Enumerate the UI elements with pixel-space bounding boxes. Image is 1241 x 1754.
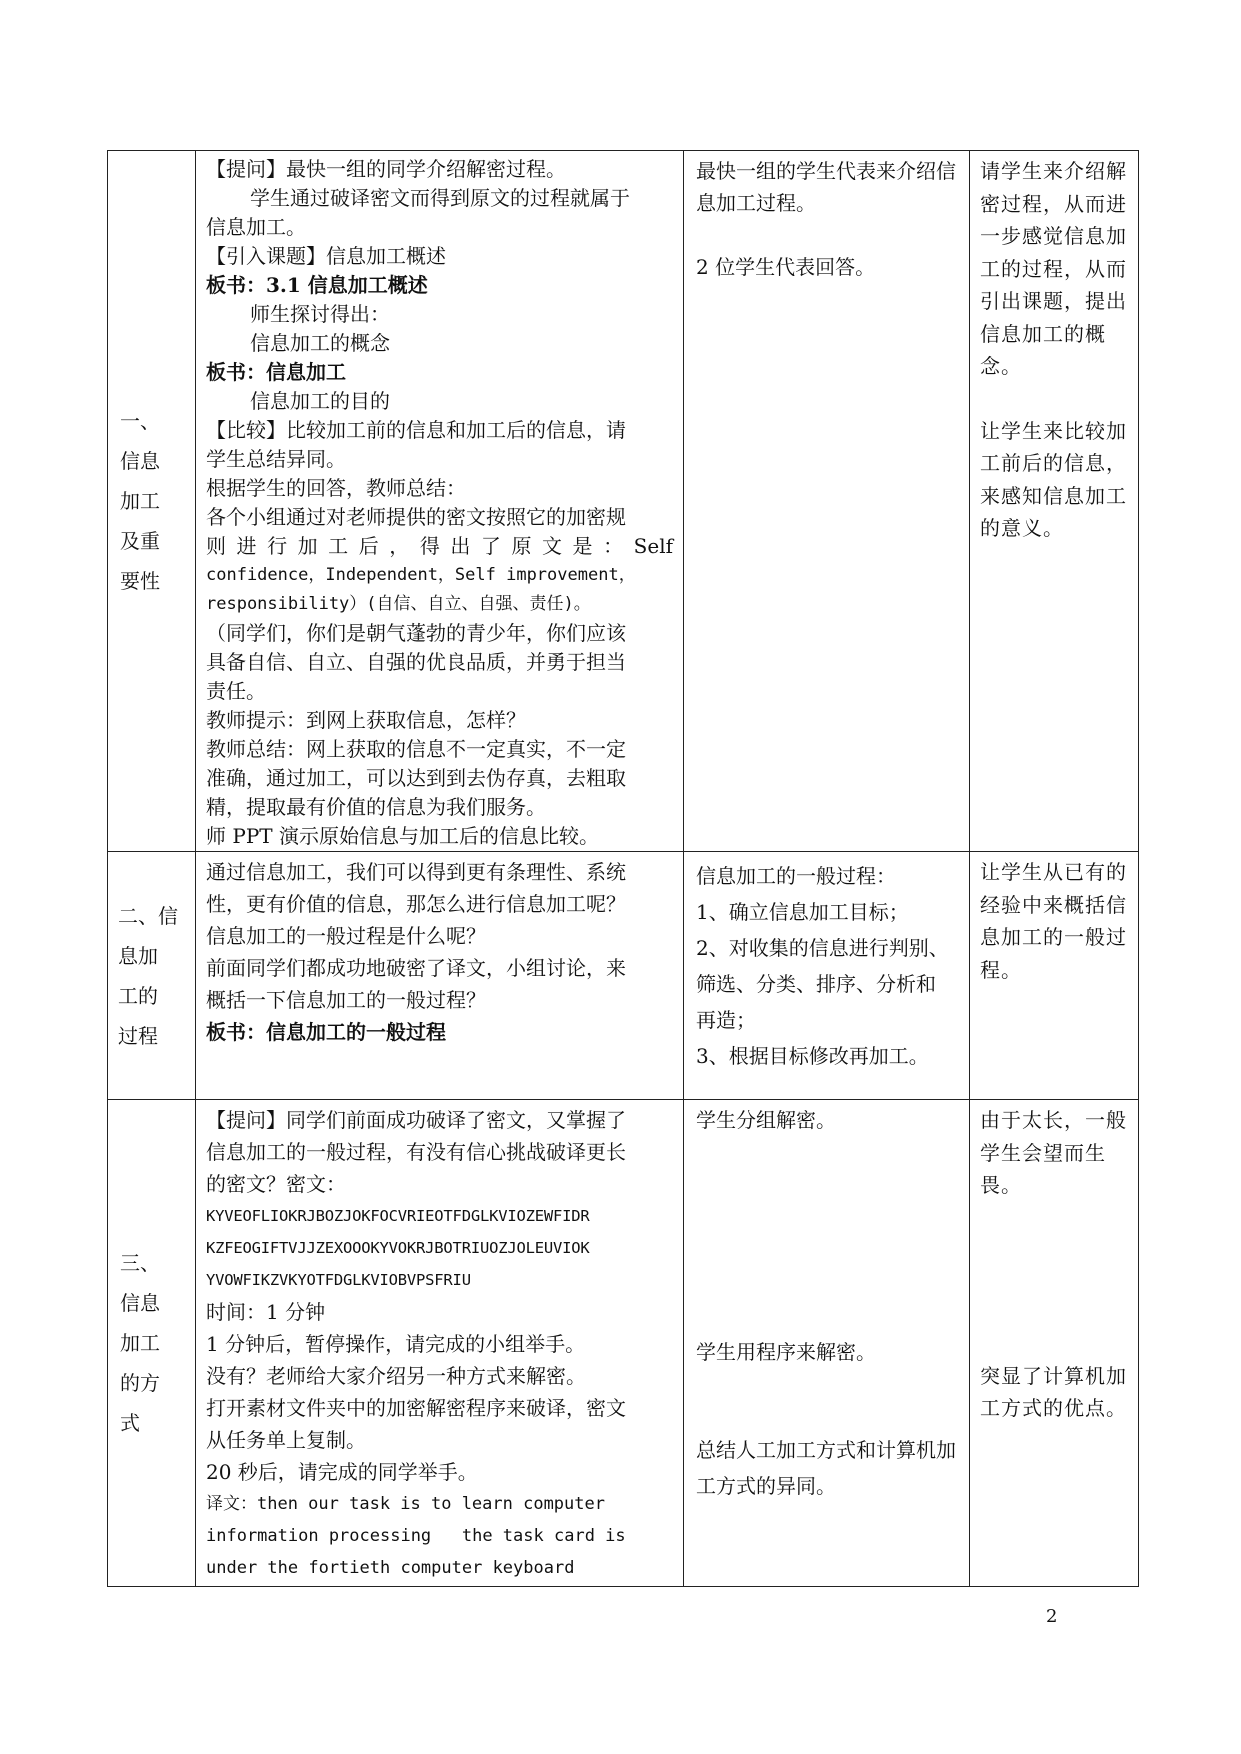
activity-line: 具备自信、自立、自强的优良品质，并勇于担当 (206, 650, 626, 674)
stage-label: 一、 (120, 409, 160, 433)
activity-line: 性，更有价值的信息，那怎么进行信息加工呢？ (206, 892, 626, 916)
page-number: 2 (1046, 1606, 1058, 1627)
stage-label: 要性 (120, 569, 160, 593)
activity-line: （同学们，你们是朝气蓬勃的青少年，你们应该 (206, 621, 626, 645)
teacher-activity-cell (196, 852, 684, 1100)
student-activity-text: 再造； (696, 1008, 756, 1032)
ciphertext-line: YVOWFIKZVKYOTFDGLKVIOBVPSFRIU (206, 1271, 471, 1289)
stage-label: 息加 (118, 943, 158, 968)
activity-line: 信息加工的一般过程是什么呢？ (206, 924, 486, 948)
stage-label: 过程 (118, 1023, 158, 1048)
activity-line: 【提问】最快一组的同学介绍解密过程。 (206, 157, 566, 181)
stage-label: 加工 (120, 1331, 160, 1355)
activity-line: 打开素材文件夹中的加密解密程序来破译，密文 (206, 1396, 626, 1420)
activity-line: 前面同学们都成功地破密了译文，小组讨论，来 (206, 956, 626, 980)
student-activity-text: 学生分组解密。 (696, 1108, 836, 1132)
table-row (108, 151, 1139, 852)
activity-line: confidence，Independent，Self improvement， (206, 565, 636, 585)
activity-line: 概括一下信息加工的一般过程？ (206, 988, 486, 1012)
stage-label: 信息 (120, 1291, 160, 1315)
activity-line: 【引入课题】信息加工概述 (206, 244, 446, 268)
activity-line: 信息加工的概念 (250, 331, 390, 355)
stage-cell (108, 1100, 196, 1587)
student-activity-cell (684, 852, 970, 1100)
design-intent-text: 突显了计算机加工方式的优点。 (980, 1363, 1127, 1420)
lesson-plan-table (107, 150, 1139, 1587)
student-activity-text: 最快一组的学生代表来介绍信息加工过程。 (696, 159, 956, 215)
student-activity-text: 2 位学生代表回答。 (696, 255, 876, 279)
stage-label: 信息 (120, 449, 160, 473)
blackboard-note: 板书：信息加工 (206, 360, 346, 384)
activity-line: 各个小组通过对老师提供的密文按照它的加密规 (206, 505, 626, 529)
student-activity-text: 1、确立信息加工目标； (696, 900, 909, 924)
design-intent-text: 请学生来介绍解密过程，从而进一步感觉信息加工的过程，从而引出课题，提出信息加工的概念。 (980, 159, 1127, 378)
activity-line: 【提问】同学们前面成功破译了密文，又掌握了 (206, 1108, 626, 1132)
table-row (108, 852, 1139, 1100)
stage-label: 工的 (118, 983, 158, 1008)
teacher-activity-cell (196, 151, 684, 852)
activity-line: 没有？老师给大家介绍另一种方式来解密。 (206, 1364, 586, 1388)
activity-line: 准确，通过加工，可以达到到去伪存真，去粗取 (206, 766, 626, 790)
activity-line: 精，提取最有价值的信息为我们服务。 (206, 795, 546, 819)
stage-cell (108, 852, 196, 1100)
design-intent-text: 让学生从已有的经验中来概括信息加工的一般过程。 (980, 860, 1127, 982)
activity-line: 责任。 (206, 679, 266, 703)
activity-line: 信息加工的一般过程，有没有信心挑战破译更长 (206, 1140, 626, 1164)
activity-line: 师 PPT 演示原始信息与加工后的信息比较。 (206, 824, 599, 848)
student-activity-text: 筛选、分类、排序、分析和 (696, 972, 936, 996)
design-intent-cell (970, 1100, 1139, 1587)
activity-line: 信息加工的目的 (250, 389, 390, 413)
ciphertext-line: KZFEOGIFTVJJZEXOOOKYVOKRJBOTRIUOZJOLEUVIOK (206, 1239, 590, 1257)
stage-label: 及重 (120, 529, 160, 553)
activity-line: 时间：1 分钟 (206, 1300, 326, 1324)
stage-label: 二、信 (118, 903, 178, 928)
activity-line: 1 分钟后，暂停操作，请完成的小组举手。 (206, 1332, 586, 1356)
stage-label: 三、 (120, 1251, 160, 1275)
design-intent-cell (970, 852, 1139, 1100)
activity-line: 教师总结：网上获取的信息不一定真实，不一定 (206, 737, 626, 761)
stage-label: 的方 (120, 1371, 160, 1395)
student-activity-text: 总结人工加工方式和计算机加工方式的异同。 (696, 1438, 956, 1498)
activity-line: under the fortieth computer keyboard (206, 1558, 575, 1578)
student-activity-text: 2、对收集的信息进行判别、 (696, 936, 949, 960)
activity-line: 根据学生的回答，教师总结： (206, 476, 466, 500)
activity-line: 的密文？密文： (206, 1172, 346, 1196)
activity-line: 通过信息加工，我们可以得到更有条理性、系统 (206, 860, 626, 884)
activity-line: 20 秒后，请完成的同学举手。 (206, 1460, 478, 1484)
design-intent-text: 由于太长，一般学生会望而生畏。 (980, 1108, 1127, 1197)
activity-line: 学生总结异同。 (206, 447, 346, 471)
student-activity-cell (684, 151, 970, 852)
activity-line: 译文：then our task is to learn computer (206, 1494, 605, 1514)
design-intent-cell (970, 151, 1139, 852)
activity-line: 从任务单上复制。 (206, 1428, 366, 1452)
activity-line: 信息加工。 (206, 215, 306, 239)
activity-line: 教师提示：到网上获取信息，怎样？ (206, 708, 526, 732)
stage-label: 加工 (120, 489, 160, 513)
teacher-activity-cell (196, 1100, 684, 1587)
stage-cell (108, 151, 196, 852)
student-activity-cell (684, 1100, 970, 1587)
activity-line: 师生探讨得出： (250, 302, 390, 326)
blackboard-note: 板书：信息加工的一般过程 (206, 1020, 446, 1044)
activity-line: 学生通过破译密文而得到原文的过程就属于 (250, 186, 630, 210)
student-activity-text: 3、根据目标修改再加工。 (696, 1044, 929, 1068)
design-intent-text: 让学生来比较加工前后的信息，来感知信息加工的意义。 (980, 418, 1127, 540)
activity-line: responsibility）(自信、自立、自强、责任)。 (206, 594, 591, 614)
table-row (108, 1100, 1139, 1587)
student-activity-text: 信息加工的一般过程： (696, 864, 896, 888)
ciphertext-line: KYVEOFLIOKRJBOZJOKFOCVRIEOTFDGLKVIOZEWFIDR (206, 1207, 590, 1225)
stage-label: 式 (120, 1411, 140, 1435)
blackboard-note: 板书：3.1 信息加工概述 (206, 273, 428, 297)
activity-line: 【比较】比较加工前的信息和加工后的信息，请 (206, 418, 626, 442)
activity-line: 则进行加工后，得出了原文是：Self (206, 534, 673, 558)
activity-line: information processing the task card is (206, 1526, 626, 1546)
student-activity-text: 学生用程序来解密。 (696, 1340, 876, 1364)
